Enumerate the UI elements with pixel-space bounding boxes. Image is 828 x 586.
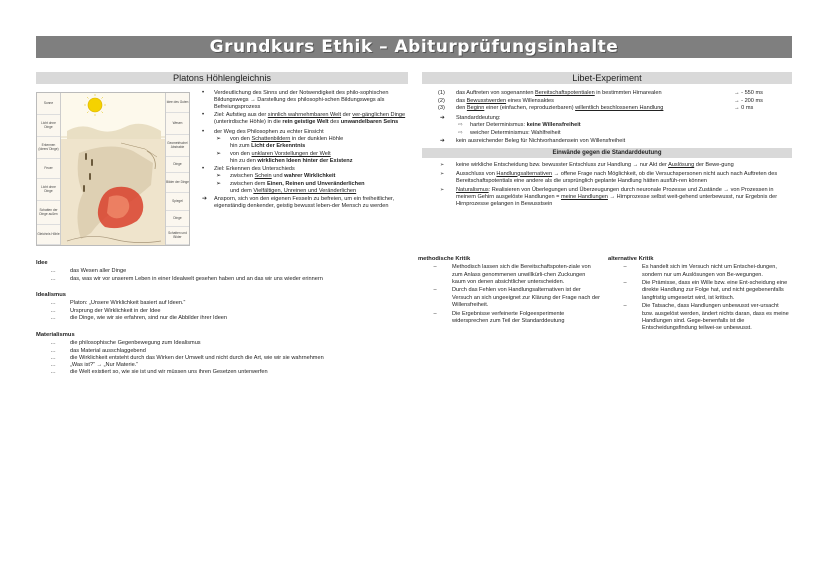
libet-step: (3) den Beginn einer (einfachen, reproduzierbaren) willentlich beschlossenen Handlung → 0 ms bbox=[438, 105, 754, 112]
page-title: Grundkurs Ethik – Abiturprüfungsinhalte bbox=[36, 36, 792, 58]
objection-item: ➢ Ausschluss von Handlungsalternativen → offene Frage nach Möglichkeit, ob die Versuchspersonen nicht auch nach Auftreten des Bereitschaftspotentials eine andere als die ursprünglich geplante Handlung hätten ausfüh-ren können bbox=[440, 170, 778, 184]
platon-bullets bbox=[198, 90, 410, 211]
figure-label: Feuer bbox=[37, 159, 60, 179]
kritik-item: – Es handelt sich im Versuch nicht um Entschei-dungen, sondern nur um Auslösungen von Be-wegungen. bbox=[623, 264, 777, 278]
deutung-item: ⇨ harter Determinismus: keine Willensfreiheit bbox=[458, 122, 581, 129]
figure-label: Schatten der Dinge außen bbox=[37, 201, 60, 225]
figure-label: Dinge bbox=[166, 157, 189, 173]
definition-item: … Platon: „Unsere Wirklichkeit basiert auf Ideen.“ bbox=[50, 300, 186, 307]
figure-label: Bilder der Dinge bbox=[166, 173, 189, 193]
definition-title: Materialismus bbox=[36, 332, 75, 338]
kritik-item: – Durch das Fehlen von Handlungsalternativen ist der Versuch an sich ungeeignet zur Klärung der Frage nach der Willensfreiheit. bbox=[433, 287, 601, 308]
figure-label: Licht ohne Dinge bbox=[37, 115, 60, 137]
definition-item: … die philosophische Gegenbewegung zum Idealismus bbox=[50, 340, 201, 347]
figure-left-labels bbox=[37, 93, 61, 245]
figure-label: Erkennen (Ideen/ Dinge) bbox=[37, 137, 60, 159]
figure-label: Licht ohne Dinge bbox=[37, 179, 60, 201]
kritik-item: – Die Ergebnisse verfeinerte Folgeexperimente widersprechen zum Teil der Standarddeutung bbox=[433, 310, 565, 324]
objections-heading: Einwände gegen die Standarddeutung bbox=[422, 148, 792, 158]
section-heading-libet: Libet-Experiment bbox=[422, 72, 792, 84]
section-heading-platon: Platons Höhlengleichnis bbox=[36, 72, 408, 84]
cave-illustration bbox=[61, 93, 165, 245]
definition-item: … Ursprung der Wirklichkeit in der Idee bbox=[50, 307, 161, 314]
figure-label: Idee des Guten bbox=[166, 93, 189, 113]
definition-item: … „Was ist?“ → „Nur Materie.“ bbox=[50, 361, 139, 368]
bullet-item: • Verdeutlichung des Sinns und der Notwendigkeit des philo-sophischen Bildungswegs → Darstellung des philosophi-schen Bildungswegs als Befreiungsprozess bbox=[202, 90, 389, 111]
definition-title: Idealismus bbox=[36, 292, 66, 298]
figure-right-labels bbox=[165, 93, 189, 245]
figure-label: Spiegel bbox=[166, 193, 189, 211]
beleg-row: ➔ kein ausreichender Beleg für Nichtvorhandensein von Willensfreiheit bbox=[440, 137, 626, 144]
bullet-item: ➔ Ansporn, sich von den eigenen Fesseln zu befreien, um ein freiheitlicher, eigenständig denkender, geistig bewusst leben-der Mensch zu werden bbox=[202, 196, 395, 210]
sub-bullet-item: ➢ von den unklaren Vorstellungen der Welt hin zu den wirklichen Ideen hinter der Existenz bbox=[216, 150, 353, 164]
kritik-item: – Die Prämisse, dass ein Wille bzw. eine Ent-scheidung eine direkte Handlung zur Folge hat, und nicht gegebenenfalls langfristig umgesetzt wird, ist kritisch. bbox=[623, 280, 788, 301]
sub-bullet-item: ➢ von den Schattenbildern in der dunklen Höhle hin zum Licht der Erkenntnis bbox=[216, 135, 344, 149]
sub-bullet-item: ➢ zwischen Schein und wahrer Wirklichkeit bbox=[216, 173, 336, 180]
figure-label: Schatten und Bilder bbox=[166, 227, 189, 245]
definition-item: … das, was wir vor unserem Leben in einer Idealwelt gesehen haben und an das wir uns wieder erinnern bbox=[50, 275, 323, 282]
kritik-item: – Die Tatsache, dass Handlungen unbewusst ver-ursacht bzw. ausgelöst werden, ändert nichts daran, dass es meine Handlungen sind. Gege-benenfalls ist die Entscheidungsfindung teilwei-se unbewusst. bbox=[623, 303, 789, 331]
definition-idee bbox=[36, 260, 408, 283]
sun-icon bbox=[88, 98, 102, 112]
methodische-kritik bbox=[418, 256, 600, 326]
definition-item: … die Welt existiert so, wie sie ist und wir müssen uns ihren Gesetzen unterwerfen bbox=[50, 369, 268, 376]
libet-step: (1) das Auftreten von sogenannten Bereitschaftspotentialen in bestimmten Hirnarealen → - 550 ms bbox=[438, 90, 763, 96]
definition-idealismus bbox=[36, 292, 408, 322]
deutung-row: ➔ Standarddeutung: bbox=[440, 115, 501, 122]
definition-materialismus bbox=[36, 332, 408, 376]
objection-item: ➢ keine wirkliche Entscheidung bzw. bewusster Entschluss zur Handlung → nur Akt der Auslösung der Bewe-gung bbox=[440, 161, 734, 168]
bullet-item: • Ziel: Erkennen des Unterschieds ➢ zwischen Schein und wahrer Wirklichkeit ➢ zwischen dem Einen, Reinen und Unveränderlichen und dem Vielfältigen, Unreinen und Veränderlichen bbox=[198, 166, 410, 195]
definition-item: … das Wesen aller Dinge bbox=[50, 268, 127, 275]
kritik-title: methodische Kritik bbox=[418, 256, 471, 262]
kritik-title: alternative Kritik bbox=[608, 256, 654, 262]
figure-label: Geometrische/ Abstrakte bbox=[166, 135, 189, 157]
kritik-item: – Methodisch lassen sich die Bereitschaftspoten-ziale von zum Anlass genommenen unwillkürli-chen Zuckungen kaum von denen absichtlicher unterscheiden. bbox=[433, 264, 591, 285]
definition-item: … das Material ausschlaggebend bbox=[50, 347, 146, 354]
figure-label: Wesen bbox=[166, 113, 189, 135]
figure-label: Gleichnis Höhle bbox=[37, 225, 60, 245]
cave-allegory-figure bbox=[36, 92, 190, 246]
bullet-item: • Ziel: Aufstieg aus der sinnlich wahrnehmbaren Welt der ver-gänglichen Dinge (unterirdische Höhle) in die rein geistige Welt des unwandelbaren Seins bbox=[202, 112, 406, 126]
deutung-item: ⇨ weicher Determinismus: Wahlfreiheit bbox=[458, 129, 561, 136]
sub-bullet-item: ➢ zwischen dem Einen, Reinen und Unveränderlichen und dem Vielfältigen, Unreinen und Veränderlichen bbox=[216, 181, 365, 195]
libet-steps bbox=[422, 90, 792, 112]
libet-step: (2) das Bewusstwerden eines Willensaktes → - 200 ms bbox=[438, 97, 763, 104]
definition-item: … die Wirklichkeit entsteht durch das Wirken der Umwelt und nicht durch die Art, wie wir sie wahrnehmen bbox=[50, 354, 324, 361]
definition-title: Idee bbox=[36, 260, 48, 266]
objection-item: ➢ Naturalismus: Realisieren von Überlegungen und Überzeugungen durch neuronale Prozesse und Zustände → von Prozessen in meinem Gehirn ausgelöste Handlungen = meine Handlungen → Hirnprozesse selbst weit-gehend unterbewusst, nur Ergebnis der Hirnprozesse gelangen in Bewusstsein bbox=[440, 186, 778, 207]
figure-label: Sonne bbox=[37, 93, 60, 115]
definition-item: … die Dinge, wie wir sie erfahren, sind nur die Abbilder ihrer Ideen bbox=[50, 314, 228, 321]
bullet-item: • der Weg des Philosophen zu echter Einsicht ➢ von den Schattenbildern in der dunklen Höhle hin zum Licht der Erkenntnis ➢ von den unklaren Vorstellungen der Welt hin zu den wirklichen Ideen hinter der Existenz bbox=[198, 129, 410, 166]
figure-label: Dinge bbox=[166, 211, 189, 227]
libet-column bbox=[418, 90, 792, 331]
alternative-kritik bbox=[608, 256, 790, 334]
